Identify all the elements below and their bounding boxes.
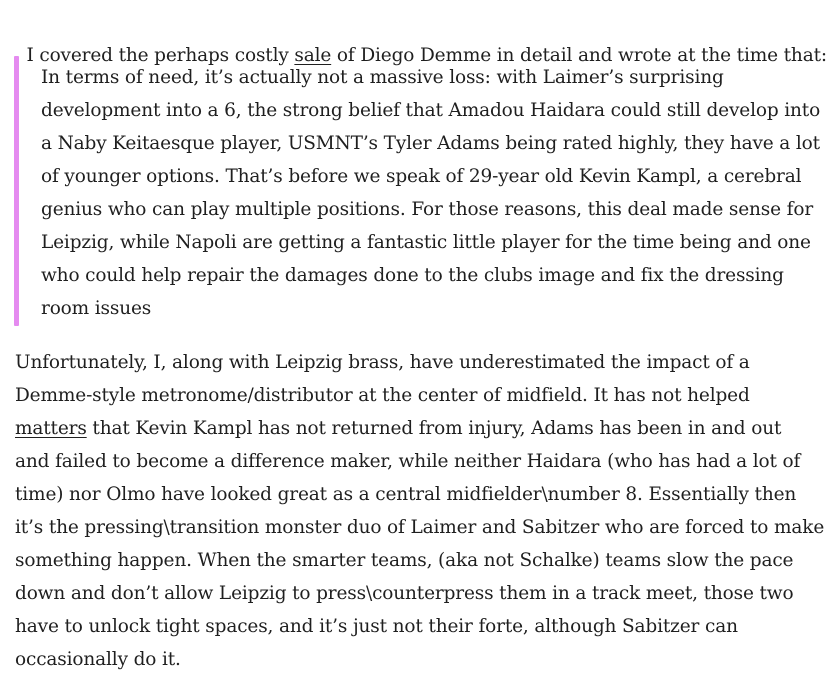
body-line: it’s the pressing\transition monster duo of Laimer and Sabitzer who are forced to make (15, 517, 825, 538)
body-line: and failed to become a difference maker, while neither Haidara (who has had a lot of (15, 451, 801, 472)
body-line: have to unlock tight spaces, and it’s just not their forte, although Sabitzer can (15, 616, 738, 637)
body-line: something happen. When the smarter teams, (aka not Schalke) teams slow the pace (15, 550, 794, 571)
quote-line: who could help repair the damages done to the clubs image and fix the dressing (41, 265, 784, 286)
body-line: time) nor Olmo have looked great as a central midfielder\number 8. Essentially then (15, 484, 797, 505)
quote-line: In terms of need, it’s actually not a massive loss: with Laimer’s surprising (41, 67, 724, 88)
quote-line: genius who can play multiple positions. For those reasons, this deal made sense for (41, 199, 814, 220)
body-line: occasionally do it. (15, 649, 181, 670)
body-line (15, 412, 781, 445)
quote-line: room issues (41, 298, 152, 319)
body-line: down and don’t allow Leipzig to press\counterpress them in a track meet, those two (15, 583, 794, 604)
intro-text-before: I covered the perhaps costly (26, 45, 295, 66)
quote-line: of younger options. That’s before we speak of 29-year old Kevin Kampl, a cerebral (41, 166, 802, 187)
matters-link[interactable]: matters (15, 418, 87, 439)
quote-line: a Naby Keitaesque player, USMNT’s Tyler Adams being rated highly, they have a lot (41, 133, 820, 154)
quote-line: Leipzig, while Napoli are getting a fantastic little player for the time being and one (41, 232, 811, 253)
quote-line: development into a 6, the strong belief that Amadou Haidara could still develop into (41, 100, 821, 121)
body-line-text: that Kevin Kampl has not returned from injury, Adams has been in and out (86, 418, 782, 439)
sale-link[interactable]: sale (294, 45, 332, 66)
body-line: Demme-style metronome/distributor at the center of midfield. It has not helped (15, 385, 750, 406)
blockquote-bar (14, 56, 19, 326)
body-line: Unfortunately, I, along with Leipzig brass, have underestimated the impact of a (15, 352, 750, 373)
intro-text-after: of Diego Demme in detail and wrote at the time that: (331, 45, 827, 66)
